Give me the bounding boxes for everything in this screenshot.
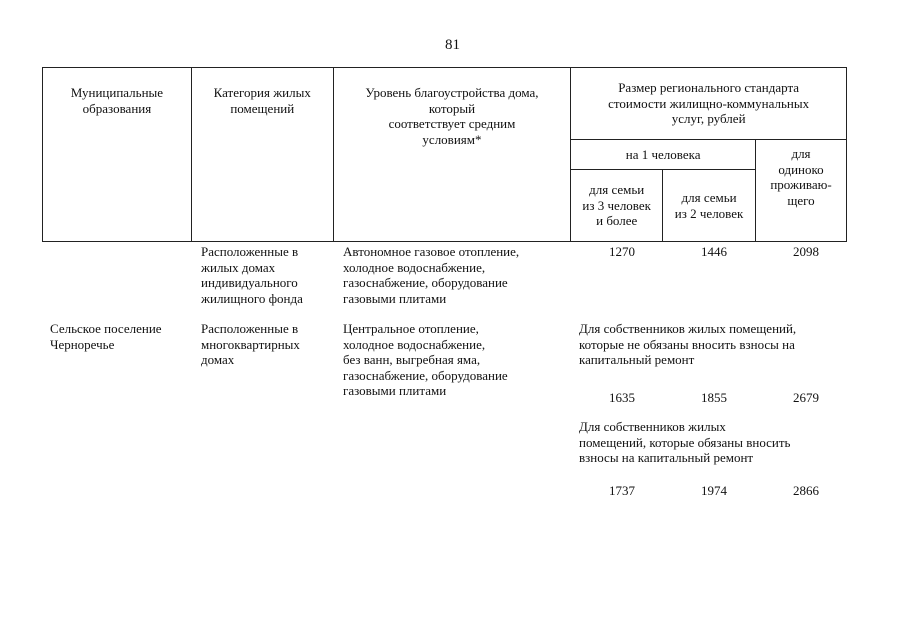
row2a-value-single: 2679	[793, 390, 819, 405]
header-level: Уровень благоустройства дома, который соответствует средним условиям*	[333, 68, 571, 242]
tariff-table-header	[42, 67, 847, 242]
row2-note-capital-repair: Для собственников жилых помещений, которые обязаны вносить взносы на капитальный ремонт	[579, 419, 791, 465]
header-standard: Размер регионального стандарта стоимости жилищно-коммунальных услуг, рублей	[571, 68, 847, 140]
row1-value-single: 2098	[793, 244, 819, 259]
row2-municipal: Сельское поселение Черноречье	[50, 321, 162, 352]
header-single: для одиноко проживаю- щего	[756, 140, 847, 242]
row2-note-no-capital-repair: Для собственников жилых помещений, которые не обязаны вносить взносы на капитальный ремонт	[579, 321, 797, 367]
row2a-value-family2: 1855	[701, 390, 727, 405]
row2a-value-family3: 1635	[609, 390, 635, 405]
header-family-2: для семьи из 2 человек	[663, 170, 756, 242]
row1-value-family3: 1270	[609, 244, 635, 259]
row1-category: Расположенные в жилых домах индивидуального жилищного фонда	[201, 244, 303, 306]
header-category: Категория жилых помещений	[191, 68, 333, 242]
row2b-value-family3: 1737	[609, 483, 635, 498]
header-municipal: Муниципальные образования	[43, 68, 192, 242]
row1-value-family2: 1446	[701, 244, 727, 259]
row2-category: Расположенные в многоквартирных домах	[201, 321, 300, 367]
header-per-person: на 1 человека	[571, 140, 756, 170]
header-family-3: для семьи из 3 человек и более	[571, 170, 663, 242]
row1-level: Автономное газовое отопление, холодное водоснабжение, газоснабжение, оборудование газовыми плитами	[343, 244, 520, 306]
row2b-value-family2: 1974	[701, 483, 727, 498]
row2b-value-single: 2866	[793, 483, 819, 498]
row2-level: Центральное отопление, холодное водоснабжение, без ванн, выгребная яма, газоснабжение, оборудование газовыми плитами	[343, 321, 508, 398]
page-number: 81	[445, 37, 460, 53]
